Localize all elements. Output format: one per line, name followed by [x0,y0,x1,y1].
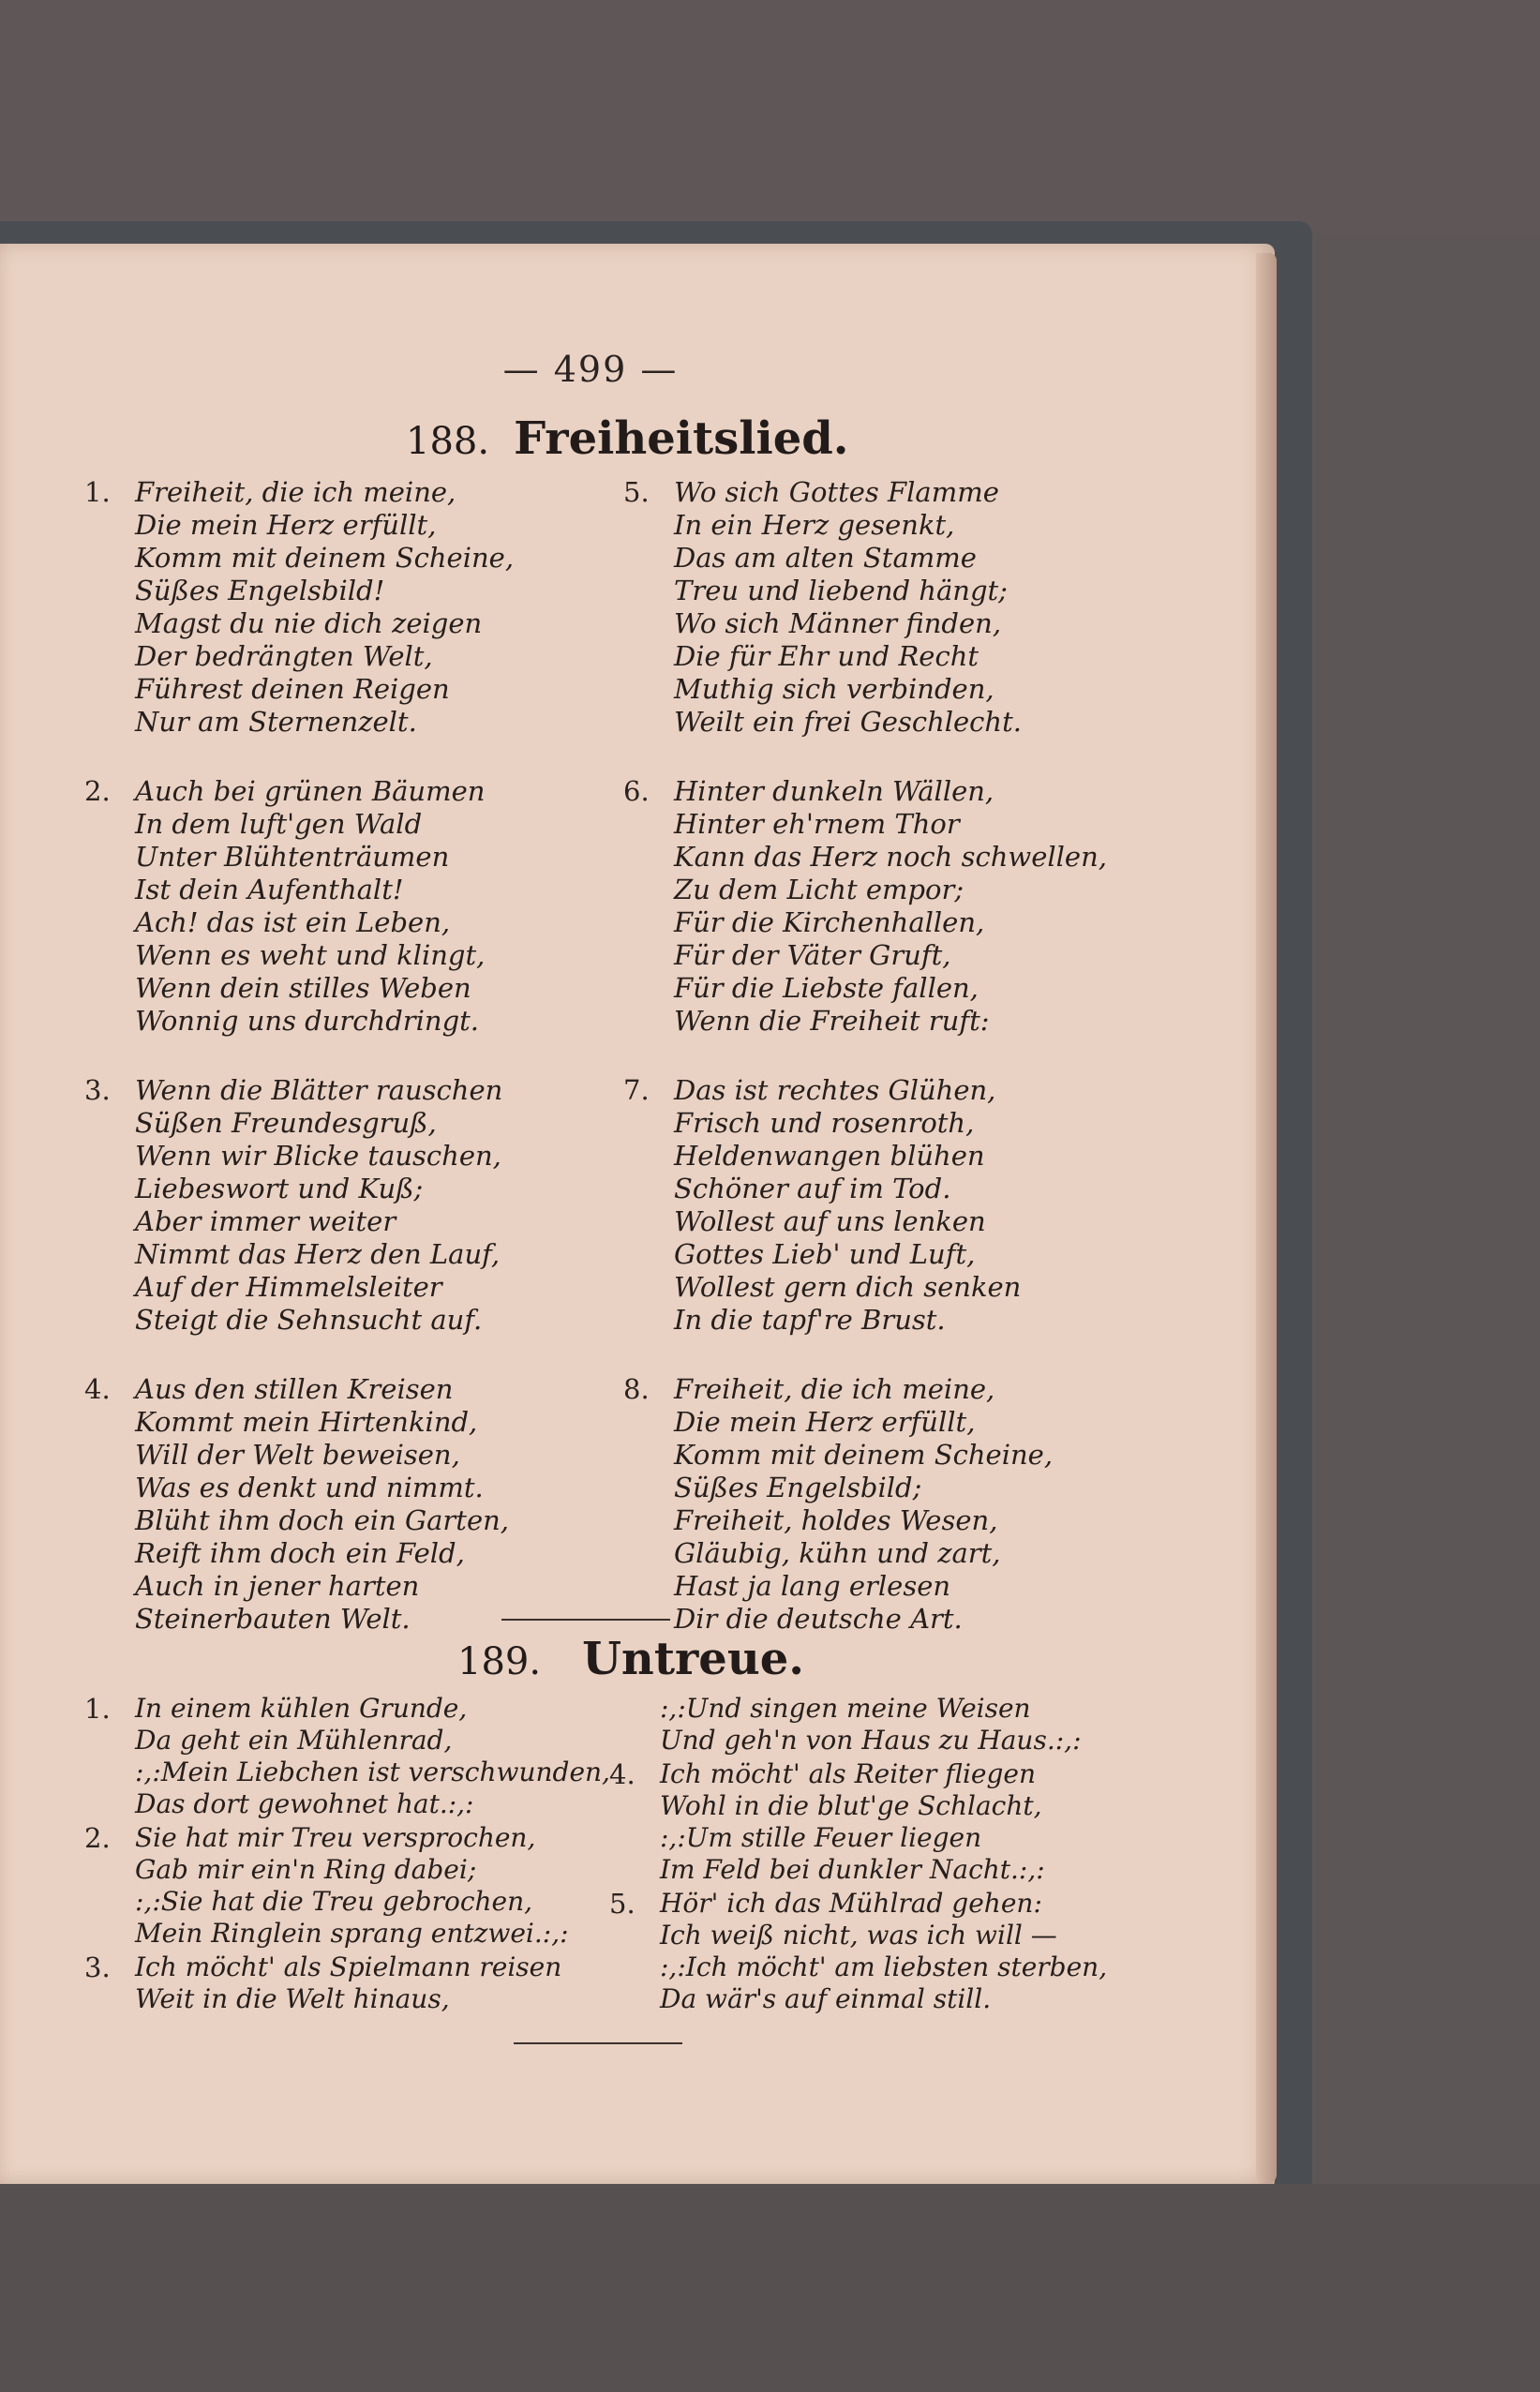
verse-line: Wo sich Gottes Flamme [674,476,999,508]
stanza-number: 3. [84,1074,111,1106]
verse-line: :,:Sie hat die Treu gebrochen, [135,1886,533,1917]
verse-line: Wohl in die blut'ge Schlacht, [660,1790,1042,1821]
verse-line: Die für Ehr und Recht [674,640,979,672]
stanza [84,476,609,739]
verse-line: Kommt mein Hirtenkind, [135,1406,478,1438]
verse-line: :,:Und singen meine Weisen [660,1693,1031,1724]
verse-line: :,:Um stille Feuer liegen [660,1822,982,1853]
verse-line: Hör' ich das Mühlrad gehen: [660,1888,1042,1919]
verse-line: Wenn dein stilles Weben [135,972,471,1004]
verse-line: Freiheit, die ich meine, [674,1373,995,1405]
stanza [609,1888,1134,2015]
verse-line: In ein Herz gesenkt, [674,509,955,541]
stanza-number: 4. [609,1758,635,1790]
verse-line: Treu und liebend hängt; [674,575,1008,606]
stanza-continuation [609,1693,1134,1757]
verse-line: Der bedrängten Welt, [135,640,433,672]
background-top [0,0,1540,234]
end-divider [514,2042,682,2044]
song-189-left-column [84,1693,609,2017]
verse-line: Magst du nie dich zeigen [135,607,483,639]
stanza-number: 5. [623,476,650,508]
stanza [84,1693,609,1820]
stanza [84,1074,609,1337]
verse-line: Reift ihm doch ein Feld, [135,1537,465,1569]
verse-line: Wo sich Männer finden, [674,607,1002,639]
verse-line: Da wär's auf einmal still. [660,1983,992,2014]
verse-line: In einem kühlen Grunde, [135,1693,468,1724]
stanza-number: 7. [623,1074,650,1106]
verse-line: Freiheit, die ich meine, [135,476,456,508]
stanza [84,1951,609,2015]
verse-line: :,:Ich möcht' am liebsten sterben, [660,1951,1108,1982]
verse-line: Nimmt das Herz den Lauf, [135,1238,501,1270]
song-189-right-column [609,1693,1134,2017]
verse-line: Komm mit deinem Scheine, [135,542,515,574]
verse-line: Auf der Himmelsleiter [135,1271,442,1303]
verse-line: Nur am Sternenzelt. [135,706,417,738]
verse-line: Ach! das ist ein Leben, [135,906,451,938]
verse-line: Muthig sich verbinden, [674,673,994,705]
verse-line: Und geh'n von Haus zu Haus.:,: [660,1725,1082,1756]
verse-line: Blüht ihm doch ein Garten, [135,1504,510,1536]
song-title-189 [457,1633,804,1685]
verse-line: Auch bei grünen Bäumen [135,775,486,807]
verse-line: Ist dein Aufenthalt! [135,874,404,905]
song-title-text: Freiheitslied. [514,412,849,465]
verse-line: Unter Blühtenträumen [135,841,450,873]
verse-line: Freiheit, holdes Wesen, [674,1504,998,1536]
verse-line: Für die Kirchenhallen, [674,906,985,938]
song-title-188 [406,412,849,465]
verse-line: Wollest gern dich senken [674,1271,1022,1303]
verse-line: Frisch und rosenroth, [674,1107,975,1139]
verse-line: Mein Ringlein sprang entzwei.:,: [135,1918,569,1949]
stanza-number: 2. [84,775,111,807]
verse-line: Will der Welt beweisen, [135,1439,460,1471]
verse-line: Für die Liebste fallen, [674,972,979,1004]
verse-line: Komm mit deinem Scheine, [674,1439,1054,1471]
verse-line: Wonnig uns durchdringt. [135,1005,480,1037]
verse-line: Steigt die Sehnsucht auf. [135,1304,483,1336]
verse-line: Aus den stillen Kreisen [135,1373,454,1405]
verse-line: Da geht ein Mühlenrad, [135,1725,453,1756]
verse-line: Auch in jener harten [135,1570,420,1602]
verse-line: Dir die deutsche Art. [674,1603,963,1635]
verse-line: Führest deinen Reigen [135,673,450,705]
stanza-number: 2. [84,1822,111,1854]
verse-line: Gläubig, kühn und zart, [674,1537,1001,1569]
background-bottom [0,2184,1540,2392]
verse-line: Für der Väter Gruft, [674,939,951,971]
verse-line: In dem luft'gen Wald [135,808,423,840]
verse-line: Ich möcht' als Spielmann reisen [135,1951,562,1982]
verse-line: Weit in die Welt hinaus, [135,1983,450,2014]
verse-line: Das am alten Stamme [674,542,977,574]
verse-line: Süßes Engelsbild; [674,1472,922,1503]
song-title-text: Untreue. [582,1633,804,1685]
verse-line: Kann das Herz noch schwellen, [674,841,1107,873]
page-number: — 499 — [502,349,679,390]
verse-line: Hinter eh'rnem Thor [674,808,960,840]
section-divider [501,1619,670,1621]
verse-line: Hinter dunkeln Wällen, [674,775,994,807]
verse-line: :,:Mein Liebchen ist verschwunden, [135,1757,610,1787]
verse-line: Hast ja lang erlesen [674,1570,951,1602]
stanza [84,1822,609,1950]
verse-line: Wenn wir Blicke tauschen, [135,1140,501,1172]
stanza-number: 5. [609,1888,635,1920]
stanza [623,476,1148,739]
song-188-left-column [84,476,609,1672]
stanza-number: 3. [84,1951,111,1983]
stanza [623,1373,1148,1636]
stanza-number: 1. [84,476,111,508]
stanza [623,775,1148,1038]
verse-line: Die mein Herz erfüllt, [135,509,437,541]
song-number: 188. [406,420,490,463]
song-188-right-column [623,476,1148,1672]
verse-line: Zu dem Licht empor; [674,874,964,905]
verse-line: Heldenwangen blühen [674,1140,985,1172]
stanza-number: 1. [84,1693,111,1725]
verse-line: Gottes Lieb' und Luft, [674,1238,976,1270]
verse-line: Das ist rechtes Glühen, [674,1074,996,1106]
page-edge [1256,253,1277,2184]
verse-line: Wollest auf uns lenken [674,1205,986,1237]
verse-line: Wenn die Freiheit ruft: [674,1005,990,1037]
verse-line: In die tapf're Brust. [674,1304,946,1336]
verse-line: Ich möcht' als Reiter fliegen [660,1758,1037,1789]
verse-line: Ich weiß nicht, was ich will — [660,1920,1057,1951]
verse-line: Im Feld bei dunkler Nacht.:,: [660,1854,1045,1885]
verse-line: Das dort gewohnet hat.:,: [135,1788,474,1819]
stanza-number: 4. [84,1373,111,1405]
verse-line: Süßes Engelsbild! [135,575,385,606]
stanza [84,775,609,1038]
verse-line: Was es denkt und nimmt. [135,1472,484,1503]
verse-line: Liebeswort und Kuß; [135,1173,424,1204]
verse-line: Sie hat mir Treu versprochen, [135,1822,536,1853]
stanza-number: 8. [623,1373,650,1405]
verse-line: Wenn es weht und klingt, [135,939,486,971]
verse-line: Gab mir ein'n Ring dabei; [135,1854,477,1885]
stanza [623,1074,1148,1337]
stanza [609,1758,1134,1886]
verse-line: Weilt ein frei Geschlecht. [674,706,1022,738]
song-number: 189. [457,1640,542,1683]
verse-line: Die mein Herz erfüllt, [674,1406,976,1438]
stanza-number: 6. [623,775,650,807]
verse-line: Aber immer weiter [135,1205,396,1237]
verse-line: Wenn die Blätter rauschen [135,1074,503,1106]
verse-line: Steinerbauten Welt. [135,1603,411,1635]
verse-line: Süßen Freundesgruß, [135,1107,437,1139]
verse-line: Schöner auf im Tod. [674,1173,951,1204]
stanza [84,1373,609,1636]
